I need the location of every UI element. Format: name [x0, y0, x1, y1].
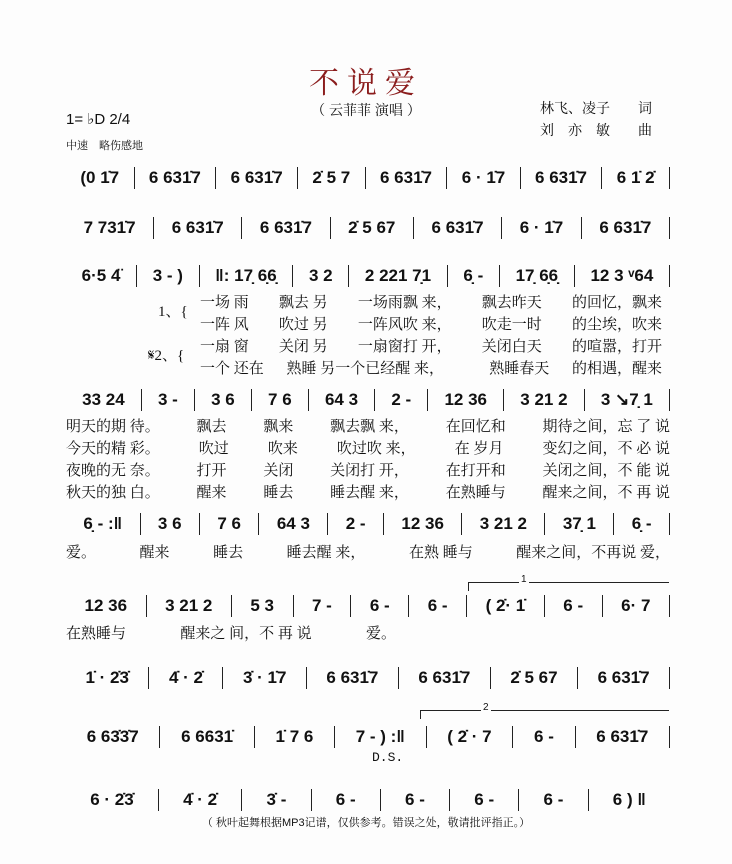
music-line	[66, 264, 670, 288]
measure: 6 631̇7	[582, 217, 670, 239]
lyric-segment: 的回忆，飘来	[571, 295, 662, 311]
measure: 6 631̇7	[135, 167, 217, 189]
lyric-line	[200, 357, 662, 378]
measure: 3 21 2	[504, 389, 585, 411]
lyric-segment: 吹过吹 来，	[336, 441, 416, 457]
measure: 6 · 1̇7	[447, 167, 520, 189]
lyric-segment: 醒来	[196, 485, 227, 501]
measure: 2̇ 5 7	[298, 167, 366, 189]
measure: 6 ) ‖	[612, 790, 646, 809]
measure: 6̣ -	[448, 265, 500, 287]
measure: 3̇ · 1̇7	[223, 667, 306, 689]
measure: 6 -	[381, 789, 450, 811]
lyric-segment: 吹走一时	[481, 317, 542, 333]
lyric-segment: 睡去	[213, 545, 244, 561]
lyric-segment: 一扇窗打 开，	[357, 339, 452, 355]
measure: 3 -	[142, 389, 195, 411]
measure: 2 221 7̣1	[349, 265, 448, 287]
measure: 3 21 2	[147, 595, 232, 617]
lyricist: 林飞、凌子 词	[540, 102, 652, 117]
measure: 64 3	[309, 389, 375, 411]
measure: 7 6	[200, 513, 259, 535]
tempo-marking: 中速 略伤感地	[66, 140, 143, 152]
lyric-segment: 期待之间，忘 了 说	[542, 419, 670, 435]
measure: ‖: 17̣ 6̣6̣	[200, 265, 294, 287]
music-line	[66, 512, 670, 536]
measure: 2 -	[328, 513, 384, 535]
measure: 2̇ 5 67	[331, 217, 414, 239]
measure: 2 -	[375, 389, 428, 411]
measure: 12 36	[66, 595, 147, 617]
lyric-segment: 关闭	[263, 463, 294, 479]
measure: ( 2̇ · 7	[427, 726, 514, 748]
footer-note: （ 秋叶起舞根据MP3记谱，仅供参考。错误之处，敬请批评指正。）	[201, 817, 531, 829]
music-line	[66, 166, 670, 190]
measure: 6 631̇7	[578, 667, 670, 689]
verse-label-2: 𝄋2、{	[148, 348, 185, 364]
lyric-line	[66, 437, 670, 458]
measure: 2̇ 5 67	[491, 667, 578, 689]
measure: 33 24	[66, 389, 142, 411]
lyric-segment: 的相遇，醒来	[571, 361, 662, 377]
measure: 6 -	[312, 789, 381, 811]
measure: ( 2̇· 1̇	[467, 595, 545, 617]
lyric-segment: 的喧嚣，打开	[571, 339, 662, 355]
measure: 7 - ) :‖	[335, 726, 426, 748]
measure: 3 - )	[137, 265, 200, 287]
measure: 12 3 ᵛ64	[575, 265, 670, 287]
measure: 64 3	[259, 513, 328, 535]
dal-segno: D.S.	[372, 750, 404, 765]
measure: 6 · 1̇7	[502, 217, 582, 239]
lyric-segment: 在熟睡与	[66, 626, 127, 642]
lyric-segment: 吹来	[267, 441, 298, 457]
lyric-segment: 一阵 风	[200, 317, 249, 333]
lyric-segment: 关闭 另	[278, 339, 328, 355]
measure: 6·5 4̈	[66, 265, 137, 287]
lyric-segment: 睡去醒 来，	[286, 545, 366, 561]
lyric-segment: 熟睡 另一个已经醒 来，	[286, 361, 444, 377]
lyric-segment: 的尘埃，吹来	[571, 317, 662, 333]
measure: 3 2	[293, 265, 349, 287]
measure: 4̇ · 2̇	[159, 789, 242, 811]
lyric-segment: 关闭打 开，	[330, 463, 409, 479]
measure: 6 -	[409, 595, 467, 617]
measure: 6̣ - :‖	[66, 513, 141, 535]
measure: 7 -	[294, 595, 352, 617]
music-line	[66, 666, 670, 690]
measure: 5 3	[232, 595, 294, 617]
music-line	[66, 594, 670, 618]
measure: 12 36	[384, 513, 462, 535]
lyric-segment: 睡去醒 来，	[330, 485, 409, 501]
measure: 6 631̇7	[242, 217, 330, 239]
lyric-segment: 一阵风吹 来，	[357, 317, 452, 333]
music-line	[66, 725, 670, 749]
music-line	[66, 388, 670, 412]
lyric-segment: 醒来之间，不 再 说	[542, 485, 670, 501]
key-signature: 1= ♭D 2/4	[66, 111, 131, 128]
measure: 6 631̇7	[414, 217, 502, 239]
lyric-line	[66, 481, 670, 502]
lyric-segment: 夜晚的无 奈。	[66, 463, 160, 479]
lyric-segment: 关闭之间，不 能 说	[542, 463, 670, 479]
measure: 17̣ 6̣6̣	[500, 265, 575, 287]
lyric-segment: 在 岁月	[454, 441, 504, 457]
lyric-segment: 明天的期 待。	[66, 419, 160, 435]
measure: 6 · 2̇3̇	[66, 789, 159, 811]
lyric-segment: 关闭白天	[481, 339, 542, 355]
lyric-segment: 爱。	[66, 545, 97, 561]
measure: 7 6	[252, 389, 309, 411]
verse-label-1: 1、{	[158, 304, 188, 320]
measure: 12 36	[428, 389, 504, 411]
lyric-segment: 爱。	[365, 626, 396, 642]
lyric-segment: 在回忆和	[445, 419, 506, 435]
lyric-segment: 醒来之 间，不 再 说	[180, 626, 312, 642]
music-line	[66, 788, 670, 812]
lyric-segment: 变幻之间，不 必 说	[542, 441, 670, 457]
measure: 6̣ -	[614, 513, 670, 535]
volta-2-label: 2	[483, 702, 489, 713]
measure: 6 631̇7	[576, 726, 670, 748]
measure: 6 6631̇	[160, 726, 254, 748]
lyric-segment: 在打开和	[445, 463, 506, 479]
lyric-segment: 醒来之间，不再说 爱，	[516, 545, 670, 561]
lyric-segment: 醒来	[139, 545, 170, 561]
lyric-line	[200, 335, 662, 356]
lyric-segment: 秋天的独 白。	[66, 485, 160, 501]
lyric-segment: 在熟睡与	[445, 485, 506, 501]
lyric-line	[66, 541, 670, 562]
singer: （ 云菲菲 演唱 ）	[311, 102, 421, 118]
lyric-segment: 熟睡春天	[489, 361, 550, 377]
measure: 6 -	[513, 726, 575, 748]
measure: 7 731̇7	[66, 217, 154, 239]
lyric-segment: 今天的精 彩。	[66, 441, 160, 457]
measure: 4̇ · 2̇	[149, 667, 223, 689]
volta-1-label: 1	[521, 574, 527, 585]
measure: 6 -	[545, 595, 603, 617]
measure: 6· 7	[603, 595, 670, 617]
measure: 3̇ -	[242, 789, 311, 811]
measure: 3 ↘7̣ 1	[585, 389, 670, 411]
measure: 6 -	[351, 595, 409, 617]
measure: 6 631̇7	[521, 167, 603, 189]
measure: 6 631̇7	[366, 167, 448, 189]
measure: 6 631̇7	[307, 667, 399, 689]
measure: (0 1̇7	[66, 167, 135, 189]
lyric-segment: 一场雨飘 来，	[357, 295, 452, 311]
measure: 3 6	[195, 389, 252, 411]
lyric-line	[66, 415, 670, 436]
lyric-line	[200, 291, 662, 312]
lyric-segment: 飘去昨天	[481, 295, 542, 311]
measure: 3 6	[141, 513, 200, 535]
measure: 6 631̇7	[216, 167, 298, 189]
lyric-segment: 一场 雨	[200, 295, 249, 311]
lyric-segment: 吹过 另	[278, 317, 328, 333]
lyric-segment: 打开	[196, 463, 227, 479]
lyric-segment: 在熟 睡与	[408, 545, 473, 561]
measure: 6 -	[519, 789, 588, 811]
measure: 3 21 2	[462, 513, 545, 535]
measure: 1̇ · 2̇3̇	[66, 667, 149, 689]
volta-2	[420, 702, 669, 719]
measure: 6 631̇7	[154, 217, 242, 239]
lyric-segment: 一个 还在	[200, 361, 264, 377]
lyric-segment: 一扇 窗	[200, 339, 249, 355]
measure: 6 631̇7	[399, 667, 491, 689]
measure: 6 -	[450, 789, 519, 811]
measure: 6 1̇ 2̇	[602, 167, 670, 189]
lyric-line	[66, 622, 396, 643]
measure: 6 63̇3̇7	[66, 726, 160, 748]
measure: 1̇ 7 6	[255, 726, 335, 748]
lyric-segment: 飘去 另	[278, 295, 328, 311]
composer: 刘 亦 敏 曲	[540, 124, 652, 139]
lyric-line	[66, 459, 670, 480]
lyric-segment: 飘去	[196, 419, 227, 435]
volta-1	[468, 574, 669, 591]
lyric-segment: 吹过	[198, 441, 229, 457]
lyric-segment: 飘来	[263, 419, 294, 435]
music-line	[66, 216, 670, 240]
lyric-segment: 飘去飘 来，	[330, 419, 409, 435]
song-title: 不说爱	[309, 66, 423, 101]
lyric-line	[200, 313, 662, 334]
lyric-segment: 睡去	[263, 485, 294, 501]
measure: 37̣ 1	[545, 513, 614, 535]
